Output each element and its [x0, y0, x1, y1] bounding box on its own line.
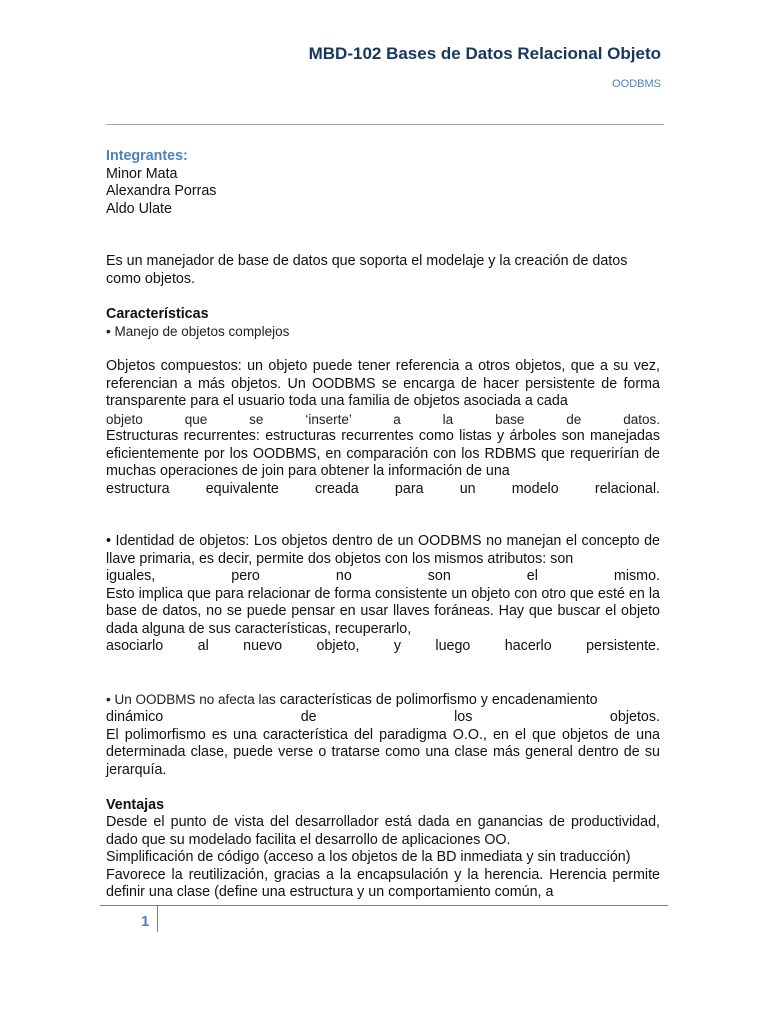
identity-implication-paragraph: Esto implica que para relacionar de forma consistente un objeto con otro que esté en la base de datos, no se puede pensar en usar llaves foráneas. Hay que buscar el objeto dada alguna de sus características, recuperarlo, — [106, 585, 660, 637]
identity-paragraph: • Identidad de objetos: Los objetos dentro de un OODBMS no manejan el concepto de llave primaria, es decir, permite dos objetos con los mismos atributos: son — [106, 533, 660, 567]
document-subtitle: OODBMS — [612, 78, 661, 90]
intro-line: Es un manejador de base de datos que soporta el modelaje y la creación de datos — [106, 253, 628, 269]
advantages-paragraph: Simplificación de código (acceso a los objetos de la BD inmediata y sin traducción) — [106, 849, 631, 865]
composite-objects-last-line: objeto que se ‘inserte’ a la base de datos. — [106, 411, 660, 427]
member-name: Alexandra Porras — [106, 183, 217, 199]
composite-objects-paragraph: Objetos compuestos: un objeto puede tener referencia a otros objetos, que a su vez, referencian a más objetos. Un OODBMS se encarga de hacer persistente de forma transparente para el usuario toda una familia de objetos asociada a cada — [106, 358, 660, 409]
document-title: MBD-102 Bases de Datos Relacional Objeto — [308, 44, 661, 63]
advantages-paragraph: Favorece la reutilización, gracias a la encapsulación y la herencia. Herencia permite definir una clase (define una estructura y un comportamiento común, a — [106, 866, 660, 900]
member-name: Aldo Ulate — [106, 200, 172, 217]
page-number-divider — [157, 906, 158, 932]
recurrent-structures-last-line: estructura equivalente creada para un modelo relacional. — [106, 480, 660, 497]
identity-implication-last-line: asociarlo al nuevo objeto, y luego hacerlo persistente. — [106, 638, 660, 654]
page-number: 1 — [141, 913, 150, 930]
feature-bullet-complex-objects: • Manejo de objetos complejos — [106, 324, 290, 339]
recurrent-structures-paragraph: Estructuras recurrentes: estructuras recurrentes como listas y árboles son manejadas eficientemente por los OODBMS, en comparación con los RDBMS que requerirían de muchas operaciones de join para obtener la información de una — [106, 428, 660, 479]
members-label: Integrantes: — [106, 148, 188, 164]
polymorphism-paragraph: El polimorfismo es una característica del paradigma O.O., en el que objetos de una determinada clase, puede verse o tratarse como una clase más general dentro de su jerarquía. — [106, 726, 660, 778]
header-rule — [106, 124, 664, 125]
polymorphism-bullet — [106, 691, 660, 710]
polymorphism-bullet-lead: • Un OODBMS no afecta las — [106, 691, 276, 707]
polymorphism-bullet-rest: características de polimorfismo y encadenamiento — [275, 691, 598, 708]
advantages-paragraph: Desde el punto de vista del desarrollador está dada en ganancias de productividad, dado que su modelado facilita el desarrollo de aplicaciones OO. — [106, 814, 660, 848]
intro-line: como objetos. — [106, 270, 196, 287]
member-name: Minor Mata — [106, 165, 178, 182]
advantages-heading: Ventajas — [106, 796, 165, 813]
identity-last-line: iguales, pero no son el mismo. — [106, 568, 660, 584]
footer-rule — [100, 905, 668, 906]
polymorphism-last-line: dinámico de los objetos. — [106, 709, 660, 725]
page-body — [106, 148, 660, 902]
features-heading: Características — [106, 305, 209, 322]
